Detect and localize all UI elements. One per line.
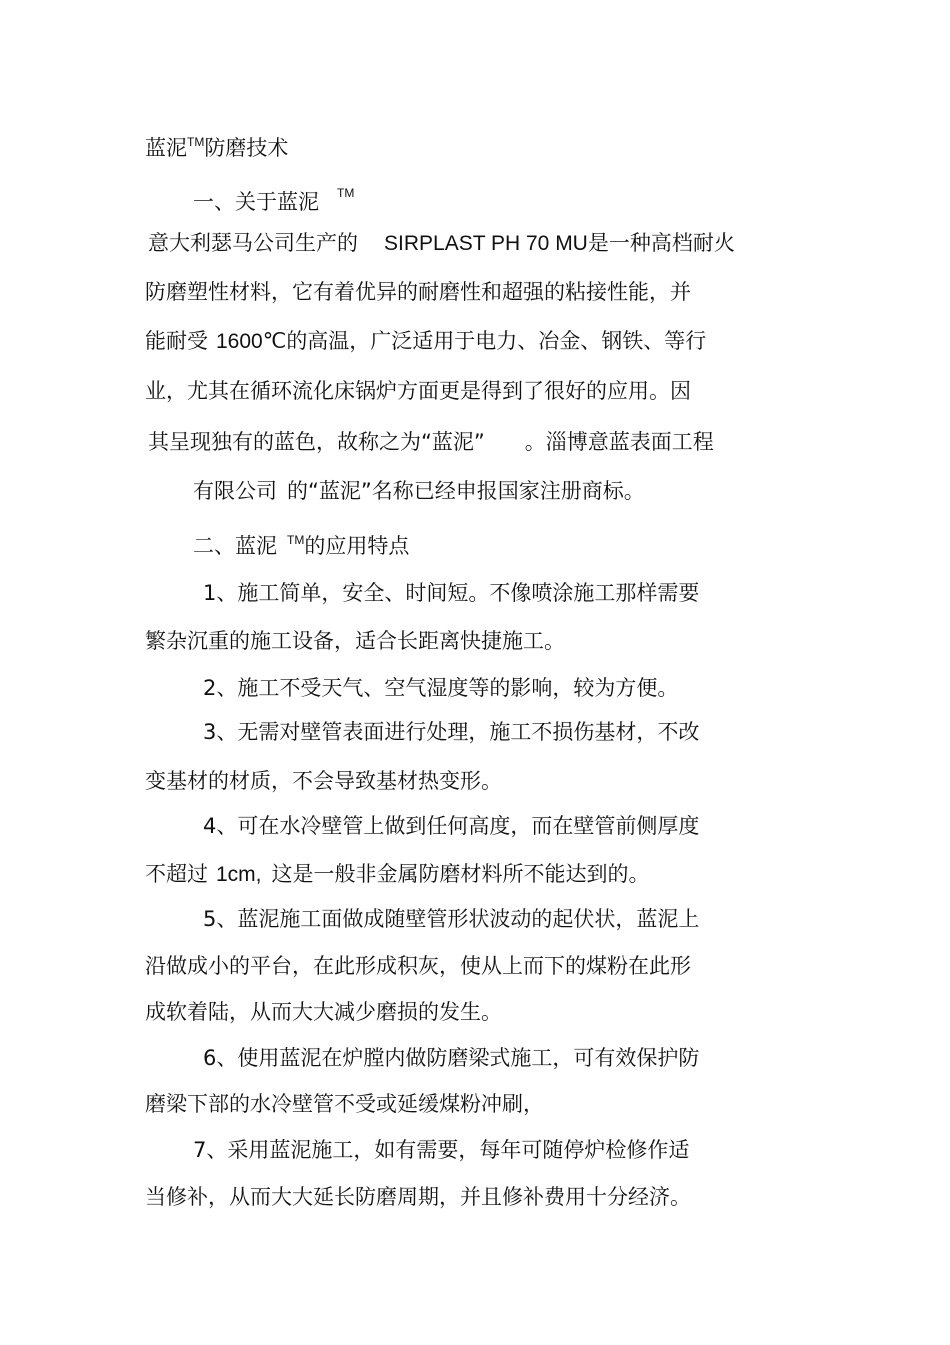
list-item-1-line-2: 繁杂沉重的施工设备，适合长距离快捷施工。 xyxy=(145,629,565,653)
temperature-value: 1600℃ xyxy=(216,330,287,353)
section-heading-1 xyxy=(193,178,355,214)
title-text-b: 防磨技术 xyxy=(204,136,289,160)
trademark-mark: TM xyxy=(337,186,355,200)
list-item-5-line-1: 5、蓝泥施工面做成随壁管形状波动的起伏状，蓝泥上 xyxy=(203,907,700,931)
list-item-5-line-2: 沿做成小的平台，在此形成积灰，使从上而下的煤粉在此形 xyxy=(145,954,691,978)
list-item-4-line-2 xyxy=(145,859,650,889)
intro-text: 的“蓝泥”名称已经申报国家注册商标。 xyxy=(287,479,645,503)
list-item-6-line-1: 6、使用蓝泥在炉膛内做防磨梁式施工，可有效保护防 xyxy=(203,1046,700,1070)
list-item-3-line-2: 变基材的材质，不会导致基材热变形。 xyxy=(145,769,502,793)
list-item-3-line-1: 3、无需对壁管表面进行处理，施工不损伤基材，不改 xyxy=(203,720,700,744)
list-item-7-line-2: 当修补，从而大大延长防磨周期，并且修补费用十分经济。 xyxy=(145,1185,691,1209)
trademark-mark: TM xyxy=(287,533,305,547)
intro-text: 的高温，广泛适用于电力、冶金、钢铁、等行 xyxy=(286,329,707,353)
list-item-4-line-1: 4、可在水冷壁管上做到任何高度，而在壁管前侧厚度 xyxy=(203,814,700,838)
list-item-7-line-1: 7、采用蓝泥施工，如有需要，每年可随停炉检修作适 xyxy=(193,1138,690,1162)
list-item-1-line-1: 1、施工简单，安全、时间短。不像喷涂施工那样需要 xyxy=(203,581,700,605)
intro-text: 意大利瑟马公司生产的 xyxy=(148,231,358,255)
product-code: SIRPLAST PH 70 MU xyxy=(384,232,588,255)
intro-line-3 xyxy=(145,326,706,356)
heading-2-text: 二、蓝泥 xyxy=(193,534,277,558)
section-heading-2 xyxy=(193,525,410,558)
intro-line-5 xyxy=(148,427,714,457)
heading-1-text: 一、关于蓝泥 xyxy=(193,190,319,214)
intro-text: 是一种高档耐火 xyxy=(587,231,735,255)
list-item-2: 2、施工不受天气、空气湿度等的影响，较为方便。 xyxy=(203,676,679,700)
intro-line-4: 业，尤其在循环流化床锅炉方面更是得到了很好的应用。因 xyxy=(145,379,691,403)
intro-line-1 xyxy=(148,228,735,258)
list-item-5-line-3: 成软着陆，从而大大减少磨损的发生。 xyxy=(145,1000,502,1024)
item-text: 这是一般非金属防磨材料所不能达到的。 xyxy=(271,862,650,886)
intro-text: 能耐受 xyxy=(145,329,208,353)
list-item-6-line-2: 磨梁下部的水冷壁管不受或延缓煤粉冲刷， xyxy=(145,1092,544,1116)
intro-text: 有限公司 xyxy=(193,479,277,503)
title-text-a: 蓝泥 xyxy=(145,136,187,160)
intro-text: 。淄博意蓝表面工程 xyxy=(524,430,714,454)
intro-line-6 xyxy=(193,476,645,506)
intro-line-2: 防磨塑性材料，它有着优异的耐磨性和超强的粘接性能，并 xyxy=(145,280,691,304)
item-text: 不超过 xyxy=(145,862,208,886)
intro-text: 其呈现独有的蓝色，故称之为“蓝泥” xyxy=(148,430,485,454)
thickness-value: 1cm, xyxy=(216,863,262,886)
trademark-mark: TM xyxy=(187,135,205,149)
heading-2-text: 的应用特点 xyxy=(304,534,410,558)
doc-title xyxy=(145,127,289,160)
